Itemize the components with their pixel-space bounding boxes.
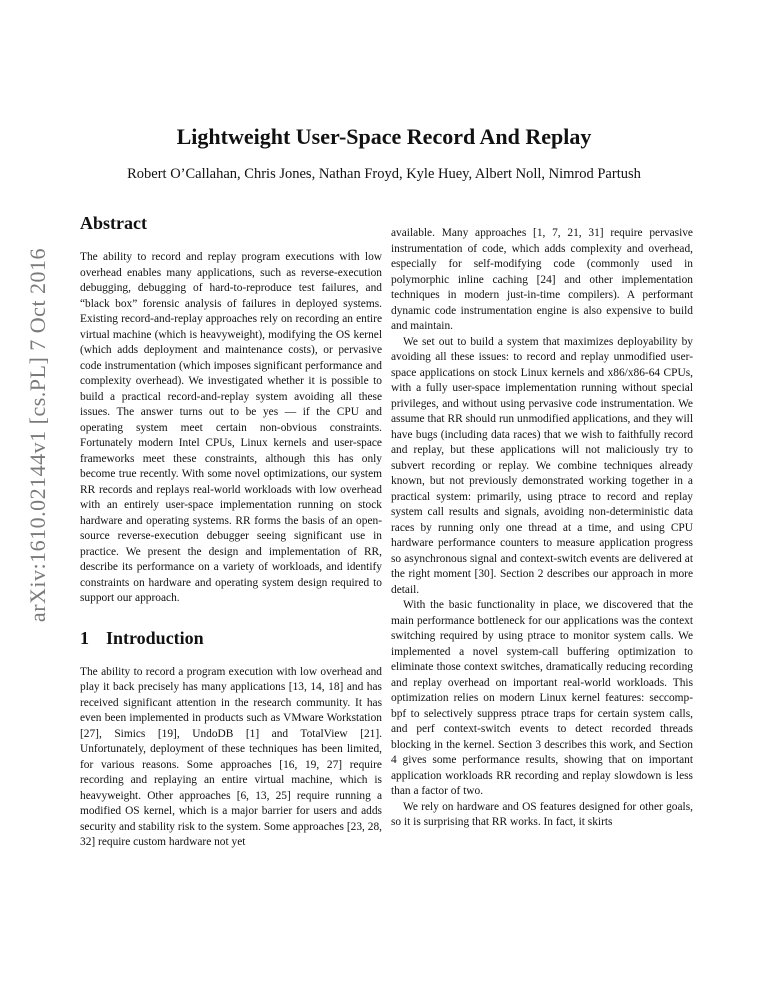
section-number: 1 [80, 627, 89, 648]
left-column [80, 212, 382, 851]
intro-paragraph-3: We set out to build a system that maximizes deployability by avoiding all these issues: to record and replay unmodified user-space applications on stock Linux kernels and x86/x86-64 CPUs, with a fully user-space implementation running without special privileges, and without using pervasive code instrumentation. We assume that RR should run unmodified applications, and they will have bugs (including data races) that we wish to faithfully record and replay, but these applications will not maliciously try to subvert recording or replay. We combine techniques already known, but not previously demonstrated working together in a practical system: primarily, using ptrace to record and replay system call results and signals, avoiding non-deterministic data races by running only one thread at a time, and using CPU hardware performance counters to measure application progress so asynchronous signal and context-switch events are delivered at the right moment [30]. Section 2 describes our approach in more detail. [391, 335, 693, 596]
paper-title: Lightweight User-Space Record And Replay [176, 124, 592, 149]
right-column [391, 226, 693, 831]
intro-paragraph-1: The ability to record a program execution with low overhead and play it back precisely has many applications [13, 14, 18] and has received significant attention in the research community. It has even been implemented in products such as VMware Workstation [27], Simics [19], UndoDB [1] and TotalView [21]. Unfortunately, deployment of these techniques has been limited, for various reasons. Some approaches [16, 19, 27] require recording and replaying an entire virtual machine, which is heavyweight. Other approaches [6, 13, 25] require running a modified OS kernel, which is a major barrier for users and adds security and stability risk to the system. Some approaches [23, 28, 32] require custom hardware not yet [80, 665, 382, 848]
author-list: Robert O’Callahan, Chris Jones, Nathan Froyd, Kyle Huey, Albert Noll, Nimrod Partush [127, 166, 641, 182]
arxiv-identifier: arXiv:1610.02144v1 [cs.PL] 7 Oct 2016 [25, 247, 50, 623]
intro-paragraph-2: available. Many approaches [1, 7, 21, 31] require pervasive instrumentation of code, which adds complexity and overhead, especially for self-modifying code (commonly used in polymorphic inline caching [24] and other implementation techniques in modern just-in-time compilers). A performant dynamic code instrumentation engine is also expensive to build and maintain. [391, 227, 693, 332]
abstract-heading: Abstract [80, 213, 147, 233]
section-heading-introduction [80, 627, 382, 649]
section-title: Introduction [106, 627, 204, 648]
intro-paragraph-4: With the basic functionality in place, we discovered that the main performance bottleneck for our applications was the context switching required by using ptrace to monitor system calls. We implemented a novel system-call buffering optimization to eliminate those context switches, dramatically reducing recording and replay overhead on important real-world workloads. This optimization relies on modern Linux kernel features: seccomp-bpf to selectively suppress ptrace traps for certain system calls, and perf context-switch events to detect recorded threads blocking in the kernel. Section 3 describes this work, and Section 4 gives some performance results, showing that on important application workloads RR recording and replay slowdown is less than a factor of two. [391, 599, 693, 797]
abstract-body: The ability to record and replay program executions with low overhead enables many applications, such as reverse-execution debugging, debugging of hard-to-reproduce test failures, and “black box” forensic analysis of failures in deployed systems. Existing record-and-replay approaches rely on recording an entire virtual machine (which is heavyweight), modifying the OS kernel (which adds deployment and maintenance costs), or pervasive code instrumentation (which imposes significant performance and complexity overhead). We investigated whether it is possible to build a practical record-and-replay system avoiding all these issues. The answer turns out to be yes — if the CPU and operating system meet certain non-obvious constraints. Fortunately modern Intel CPUs, Linux kernels and user-space frameworks meet these constraints, although this has only become true recently. With some novel optimizations, our system RR records and replays real-world workloads with low overhead with an entirely user-space implementation running on stock hardware and operating systems. RR forms the basis of an open-source reverse-execution debugger seeing significant use in practice. We present the design and implementation of RR, describe its performance on a variety of workloads, and identify constraints on hardware and operating system design required to support our approach. [80, 251, 382, 604]
intro-paragraph-5: We rely on hardware and OS features designed for other goals, so it is surprising that RR works. In fact, it skirts [391, 800, 693, 828]
arxiv-side-stamp [18, 210, 58, 660]
